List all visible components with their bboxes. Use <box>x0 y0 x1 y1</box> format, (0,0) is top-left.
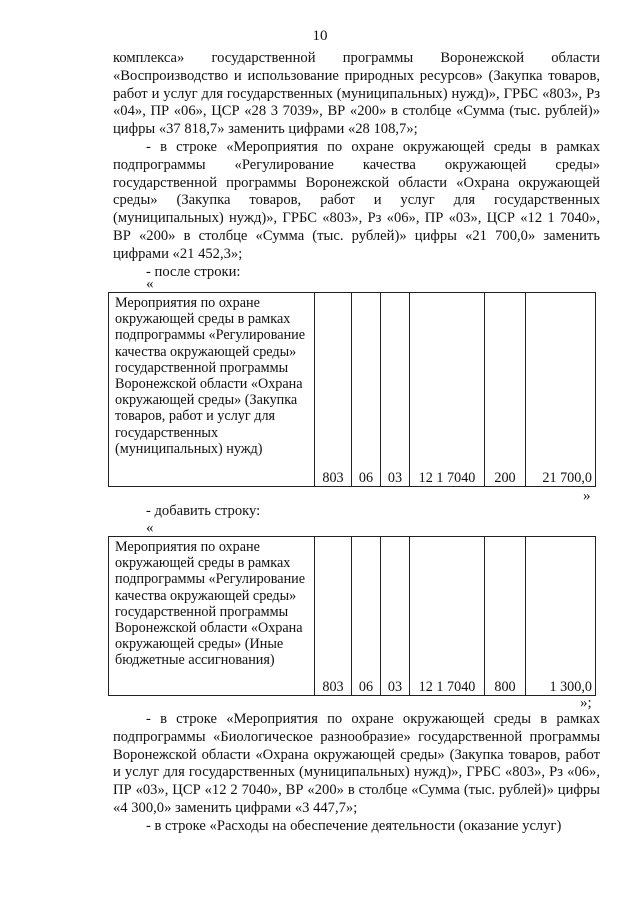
vr-cell: 800 <box>485 537 526 696</box>
row-description: Мероприятия по охране окружающей среды в рамках подпрограммы «Регулирование качества окружающей среды» государственной программы Воронежской области «Охрана окружающей среды» (Закупка товаров, работ и услуг для государственных (муниципальных) нужд) <box>109 293 315 487</box>
sum-cell: 1 300,0 <box>526 537 596 696</box>
pr-cell: 03 <box>381 537 410 696</box>
grbs-cell: 803 <box>315 293 352 487</box>
rz-cell: 06 <box>352 293 381 487</box>
table-row-2 <box>108 536 596 696</box>
csr-cell: 12 1 7040 <box>410 293 485 487</box>
pr-cell: 03 <box>381 293 410 487</box>
close-quote-1: » <box>583 488 591 504</box>
body-text-bottom <box>113 711 600 836</box>
row-description: Мероприятия по охране окружающей среды в рамках подпрограммы «Регулирование качества окружающей среды» государственной программы Воронежской области «Охрана окружающей среды» (Иные бюджетные ассигнования) <box>109 537 315 696</box>
grbs-cell: 803 <box>315 537 352 696</box>
paragraph-3: - в строке «Мероприятия по охране окружающей среды в рамках подпрограммы «Биологическое разнообразие» государственной программы Воронежской области «Охрана окружающей среды» (Закупка товаров, работ и услуг для государственных (муниципальных) нужд)», ГРБС «803», Рз «06», ПР «03», ЦСР «12 2 7040», ВР «200» в столбце «Сумма (тыс. рублей)» цифры «4 300,0» заменить цифрами «3 447,7»; <box>113 711 600 816</box>
sum-cell: 21 700,0 <box>526 293 596 487</box>
paragraph-4: - в строке «Расходы на обеспечение деятельности (оказание услуг) <box>146 817 562 834</box>
after-row-label: - после строки: <box>146 263 241 280</box>
rz-cell: 06 <box>352 537 381 696</box>
add-row-label: - добавить строку: <box>146 503 261 519</box>
open-quote-1: « <box>146 276 154 292</box>
top-paragraph: комплекса» государственной программы Воронежской области «Воспроизводство и использование природных ресурсов» (Закупка товаров, работ и услуг для государственных (муниципальных) нужд)», ГРБС «803», Рз «04», ПР «06», ЦСР «28 3 7039», ВР «200» в столбце «Сумма (тыс. рублей)» цифры «37 818,7» заменить цифрами «28 108,7»; <box>113 50 600 138</box>
paragraph-2: - в строке «Мероприятия по охране окружающей среды в рамках подпрограммы «Регулирование качества окружающей среды» государственной программы Воронежской области «Охрана окружающей среды» (Закупка товаров, работ и услуг для государственных (муниципальных) нужд)», ГРБС «803», Рз «06», ПР «03», ЦСР «12 1 7040», ВР «200» в столбце «Сумма (тыс. рублей)» цифры «21 700,0» заменить цифрами «21 452,3»; <box>113 138 600 262</box>
body-text-top <box>113 50 600 281</box>
vr-cell: 200 <box>485 293 526 487</box>
table-row-1 <box>108 292 596 487</box>
csr-cell: 12 1 7040 <box>410 537 485 696</box>
page-number: 10 <box>312 28 328 44</box>
close-quote-2: »; <box>580 695 592 711</box>
open-quote-2: « <box>146 520 154 536</box>
add-row-block <box>113 503 600 521</box>
